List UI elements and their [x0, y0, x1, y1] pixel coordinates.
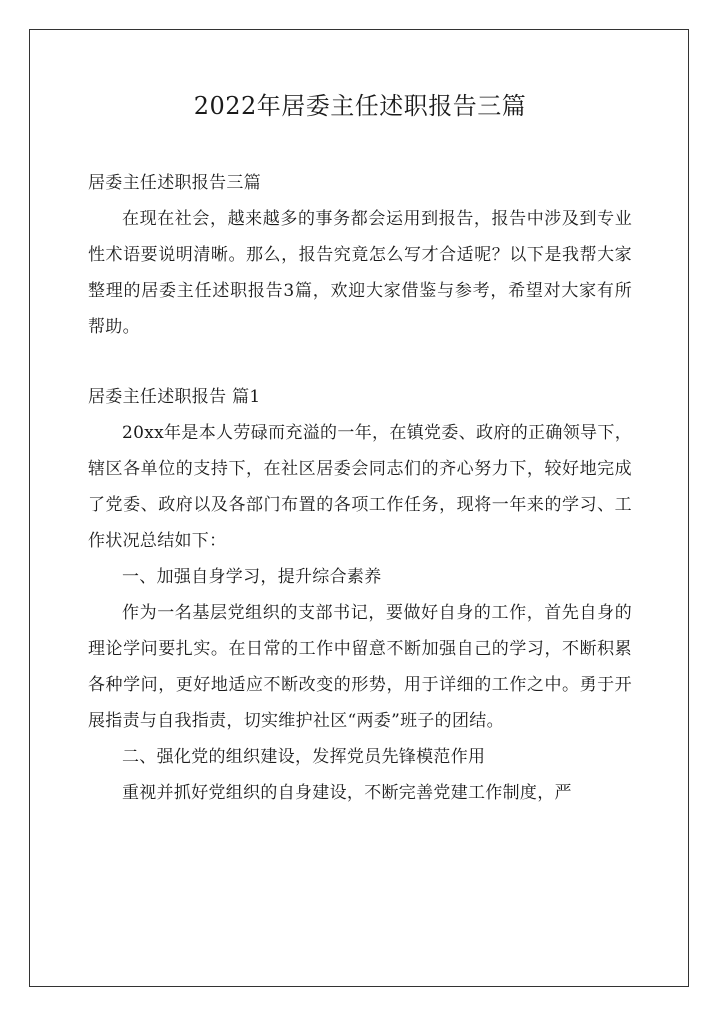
document-title: 2022年居委主任述职报告三篇: [193, 92, 527, 120]
section-heading: 居委主任述职报告 篇1: [88, 387, 261, 407]
document-body: [88, 165, 632, 811]
point-paragraph: 作为一名基层党组织的支部书记，要做好自身的工作，首先自身的理论学问要扎实。在日常的工作中留意不断加强自己的学习，不断积累各种学问，更好地适应不断改变的形势，用于详细的工作之中。勇于开展指责与自我指责，切实维护社区“两委”班子的团结。: [88, 603, 632, 731]
point-heading: 一、加强自身学习，提升综合素养: [122, 567, 382, 587]
section-paragraph: 20xx年是本人劳碌而充溢的一年，在镇党委、政府的正确领导下，辖区各单位的支持下，在社区居委会同志们的齐心努力下，较好地完成了党委、政府以及各部门布置的各项工作任务，现将一年来的学习、工作状况总结如下：: [88, 423, 632, 551]
document-subtitle: 居委主任述职报告三篇: [88, 173, 261, 193]
paragraph-gap: [88, 345, 632, 379]
point-paragraph: 重视并抓好党组织的自身建设，不断完善党建工作制度，严: [122, 783, 572, 803]
point-heading: 二、强化党的组织建设，发挥党员先锋模范作用: [122, 747, 486, 767]
intro-paragraph: 在现在社会，越来越多的事务都会运用到报告，报告中涉及到专业性术语要说明清晰。那么，报告究竟怎么写才合适呢？以下是我帮大家整理的居委主任述职报告3篇，欢迎大家借鉴与参考，希望对大家有所帮助。: [88, 209, 632, 337]
